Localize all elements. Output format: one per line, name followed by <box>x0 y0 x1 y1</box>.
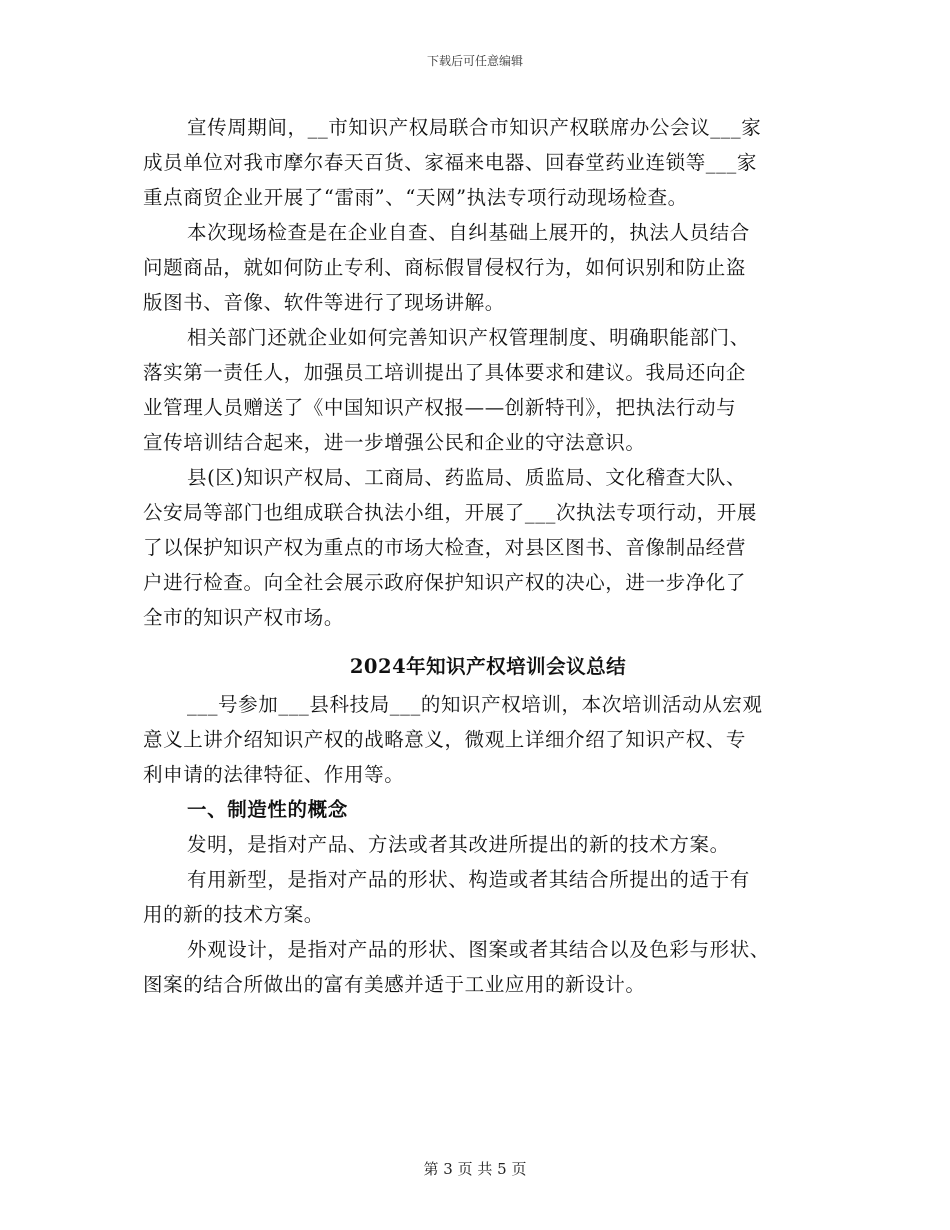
text-line: 外观设计，是指对产品的形状、图案或者其结合以及色彩与形状、 <box>187 938 770 961</box>
page-footer: 第 3 页 共 5 页 <box>423 1160 527 1178</box>
text-line: 意义上讲介绍知识产权的战略意义，微观上详细介绍了知识产权、专 <box>143 728 747 751</box>
text-line: 县(区)知识产权局、工商局、药监局、质监局、文化稽查大队、 <box>187 466 747 489</box>
text-line: 公安局等部门也组成联合执法小组，开展了___次执法专项行动，开展 <box>143 501 757 524</box>
text-line: 有用新型，是指对产品的形状、构造或者其结合所提出的适于有 <box>187 868 750 891</box>
text-line: 宣传培训结合起来，进一步增强公民和企业的守法意识。 <box>143 431 646 454</box>
text-line: 宣传周期间，__市知识产权局联合市知识产权联席办公会议___家 <box>187 116 762 139</box>
paragraph <box>143 110 833 215</box>
text-line: 图案的结合所做出的富有美感并适于工业应用的新设计。 <box>143 973 646 996</box>
paragraph <box>143 932 833 1002</box>
section-title: 2024年知识产权培训会议总结 <box>349 655 627 678</box>
paragraph <box>143 827 833 862</box>
text-line: 了以保护知识产权为重点的市场大检查，对县区图书、音像制品经营 <box>143 536 747 559</box>
text-line: 户进行检查。向全社会展示政府保护知识产权的决心，进一步净化了 <box>143 571 747 594</box>
text-line: 相关部门还就企业如何完善知识产权管理制度、明确职能部门、 <box>187 326 750 349</box>
subheading: 一、制造性的概念 <box>187 798 348 821</box>
text-line: 发明，是指对产品、方法或者其改进所提出的新的技术方案。 <box>187 833 730 856</box>
text-line: 版图书、音像、软件等进行了现场讲解。 <box>143 291 505 314</box>
paragraph <box>143 687 833 792</box>
text-line: 落实第一责任人，加强员工培训提出了具体要求和建议。我局还向企 <box>143 361 747 384</box>
text-line: 成员单位对我市摩尔春天百货、家福来电器、回春堂药业连锁等___家 <box>143 151 757 174</box>
text-line: 问题商品，就如何防止专利、商标假冒侵权行为，如何识别和防止盗 <box>143 256 747 279</box>
text-line: 重点商贸企业开展了“雷雨”、“天网”执法专项行动现场检查。 <box>143 186 688 209</box>
paragraph <box>143 460 833 635</box>
paragraph <box>143 320 833 460</box>
text-line: 用的新的技术方案。 <box>143 903 324 926</box>
document-body <box>143 110 833 1002</box>
text-line: 本次现场检查是在企业自查、自纠基础上展开的，执法人员结合 <box>187 221 750 244</box>
paragraph <box>143 862 833 932</box>
text-line: 利申请的法律特征、作用等。 <box>143 763 405 786</box>
page-header: 下载后可任意编辑 <box>426 54 523 68</box>
text-line: ___号参加___县科技局___的知识产权培训，本次培训活动从宏观 <box>187 693 763 716</box>
text-line: 业管理人员赠送了《中国知识产权报——创新特刊》，把执法行动与 <box>143 396 737 419</box>
text-line: 全市的知识产权市场。 <box>143 606 345 629</box>
paragraph <box>143 215 833 320</box>
